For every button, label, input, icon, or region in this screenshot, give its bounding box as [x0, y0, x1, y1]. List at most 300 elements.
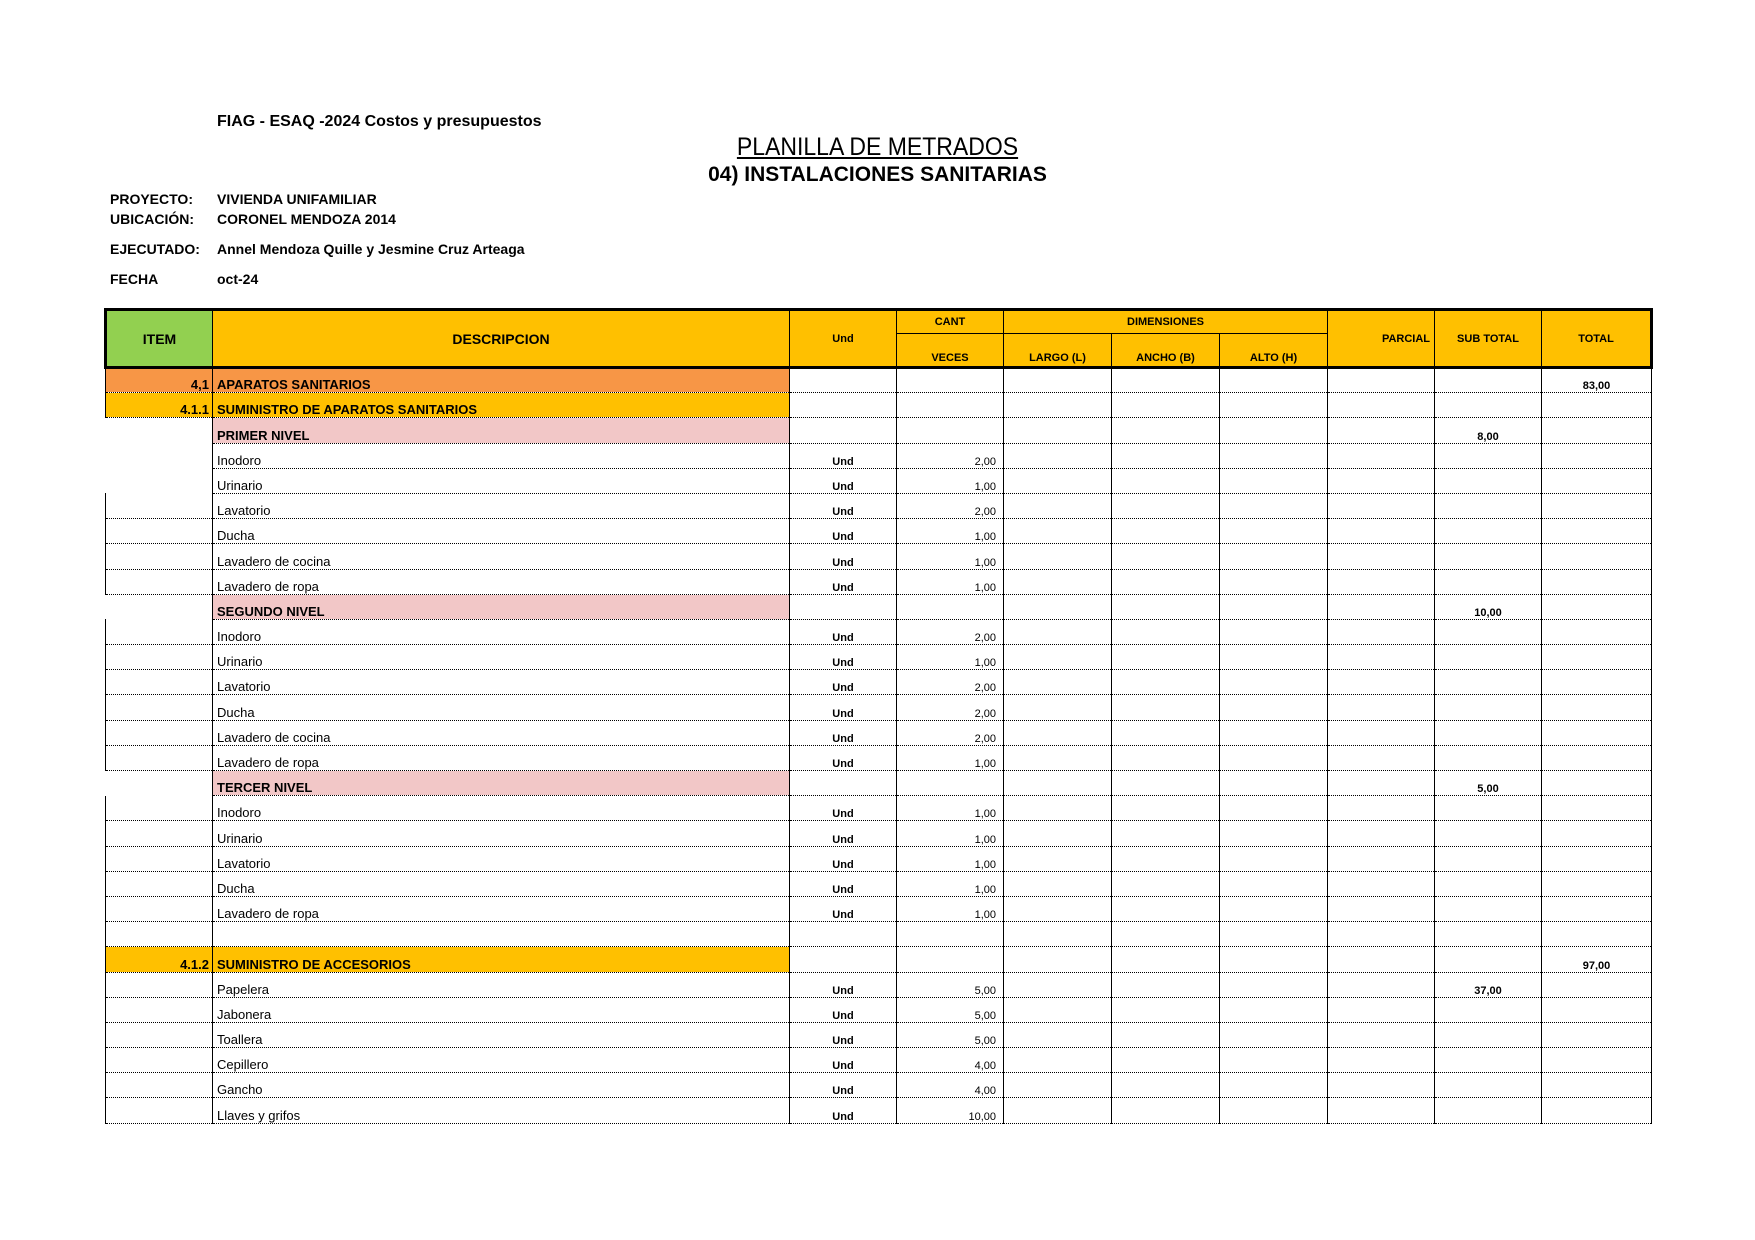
- cell-total: [1542, 443, 1652, 468]
- cell-item: 4.1.1: [106, 393, 213, 418]
- cell-descripcion: Lavatorio: [213, 846, 790, 871]
- cell-descripcion: Lavadero de ropa: [213, 569, 790, 594]
- cell-und: Und: [790, 1098, 897, 1123]
- cell-total: [1542, 771, 1652, 796]
- cell-parcial: [1328, 393, 1435, 418]
- cell-total: [1542, 493, 1652, 518]
- cell-parcial: [1328, 619, 1435, 644]
- cell-largo: [1004, 896, 1112, 921]
- fecha-value: oct-24: [217, 271, 259, 287]
- cell-largo: [1004, 418, 1112, 443]
- cell-veces: 2,00: [897, 670, 1004, 695]
- cell-und: Und: [790, 896, 897, 921]
- header-largo: LARGO (L): [1004, 334, 1112, 368]
- cell-und: Und: [790, 1073, 897, 1098]
- cell-subtotal: 37,00: [1435, 972, 1542, 997]
- cell-subtotal: [1435, 468, 1542, 493]
- table-row: [106, 493, 1652, 518]
- cell-ancho: [1112, 947, 1220, 972]
- cell-alto: [1220, 544, 1328, 569]
- cell-total: 83,00: [1542, 368, 1652, 393]
- cell-und: Und: [790, 468, 897, 493]
- cell-ancho: [1112, 619, 1220, 644]
- page-title: PLANILLA DE METRADOS: [736, 133, 1019, 161]
- cell-und: [790, 594, 897, 619]
- cell-descripcion: Urinario: [213, 821, 790, 846]
- cell-subtotal: 5,00: [1435, 771, 1542, 796]
- cell-ancho: [1112, 670, 1220, 695]
- cell-descripcion: Ducha: [213, 519, 790, 544]
- table-row: [106, 771, 1652, 796]
- cell-alto: [1220, 443, 1328, 468]
- table-row: [106, 846, 1652, 871]
- table-row: [106, 1048, 1652, 1073]
- cell-veces: [897, 922, 1004, 947]
- cell-und: Und: [790, 695, 897, 720]
- cell-descripcion: Cepillero: [213, 1048, 790, 1073]
- cell-subtotal: [1435, 821, 1542, 846]
- cell-und: Und: [790, 972, 897, 997]
- cell-largo: [1004, 695, 1112, 720]
- cell-und: Und: [790, 1022, 897, 1047]
- cell-largo: [1004, 1073, 1112, 1098]
- cell-und: Und: [790, 519, 897, 544]
- table-row: [106, 972, 1652, 997]
- cell-alto: [1220, 846, 1328, 871]
- cell-parcial: [1328, 670, 1435, 695]
- cell-item: [106, 594, 213, 619]
- cell-und: Und: [790, 1048, 897, 1073]
- cell-veces: [897, 393, 1004, 418]
- cell-item: 4,1: [106, 368, 213, 393]
- cell-alto: [1220, 594, 1328, 619]
- cell-parcial: [1328, 468, 1435, 493]
- cell-largo: [1004, 997, 1112, 1022]
- cell-ancho: [1112, 569, 1220, 594]
- cell-descripcion: Ducha: [213, 871, 790, 896]
- table-row: [106, 896, 1652, 921]
- course-title: FIAG - ESAQ -2024 Costos y presupuestos: [217, 113, 542, 130]
- cell-largo: [1004, 871, 1112, 896]
- cell-total: [1542, 720, 1652, 745]
- header-total: TOTAL: [1542, 310, 1652, 368]
- cell-alto: [1220, 368, 1328, 393]
- cell-item: [106, 418, 213, 443]
- cell-alto: [1220, 393, 1328, 418]
- table-row: [106, 947, 1652, 972]
- cell-total: [1542, 1098, 1652, 1123]
- cell-alto: [1220, 1073, 1328, 1098]
- cell-ancho: [1112, 645, 1220, 670]
- cell-subtotal: [1435, 368, 1542, 393]
- cell-descripcion: Gancho: [213, 1073, 790, 1098]
- cell-largo: [1004, 670, 1112, 695]
- cell-ancho: [1112, 519, 1220, 544]
- ejecutado-label: EJECUTADO:: [110, 241, 200, 257]
- cell-largo: [1004, 745, 1112, 770]
- cell-parcial: [1328, 771, 1435, 796]
- cell-alto: [1220, 947, 1328, 972]
- cell-total: [1542, 594, 1652, 619]
- cell-total: [1542, 670, 1652, 695]
- cell-parcial: [1328, 519, 1435, 544]
- table-row: [106, 569, 1652, 594]
- table-row: [106, 418, 1652, 443]
- cell-descripcion: TERCER NIVEL: [213, 771, 790, 796]
- cell-parcial: [1328, 947, 1435, 972]
- cell-largo: [1004, 493, 1112, 518]
- cell-und: Und: [790, 720, 897, 745]
- cell-total: [1542, 1022, 1652, 1047]
- cell-alto: [1220, 1048, 1328, 1073]
- cell-largo: [1004, 544, 1112, 569]
- cell-largo: [1004, 519, 1112, 544]
- cell-total: [1542, 997, 1652, 1022]
- cell-parcial: [1328, 745, 1435, 770]
- cell-parcial: [1328, 645, 1435, 670]
- table-row: [106, 1098, 1652, 1123]
- ubicacion-value: CORONEL MENDOZA 2014: [217, 211, 396, 227]
- cell-ancho: [1112, 594, 1220, 619]
- cell-veces: 4,00: [897, 1073, 1004, 1098]
- cell-largo: [1004, 594, 1112, 619]
- cell-total: [1542, 619, 1652, 644]
- cell-parcial: [1328, 443, 1435, 468]
- cell-item: [106, 1022, 213, 1047]
- cell-subtotal: [1435, 796, 1542, 821]
- table-row: [106, 871, 1652, 896]
- cell-alto: [1220, 645, 1328, 670]
- cell-descripcion: Lavadero de cocina: [213, 544, 790, 569]
- cell-subtotal: [1435, 695, 1542, 720]
- table-row: [106, 645, 1652, 670]
- cell-item: [106, 745, 213, 770]
- cell-total: [1542, 745, 1652, 770]
- cell-descripcion: Lavadero de ropa: [213, 896, 790, 921]
- cell-veces: 2,00: [897, 695, 1004, 720]
- cell-veces: 2,00: [897, 443, 1004, 468]
- cell-alto: [1220, 569, 1328, 594]
- cell-subtotal: [1435, 1022, 1542, 1047]
- ubicacion-label: UBICACIÓN:: [110, 211, 194, 227]
- cell-item: [106, 896, 213, 921]
- cell-alto: [1220, 519, 1328, 544]
- cell-veces: 1,00: [897, 846, 1004, 871]
- cell-subtotal: [1435, 745, 1542, 770]
- cell-subtotal: [1435, 443, 1542, 468]
- cell-parcial: [1328, 997, 1435, 1022]
- cell-ancho: [1112, 1073, 1220, 1098]
- header-subtotal: SUB TOTAL: [1435, 310, 1542, 368]
- cell-descripcion: SUMINISTRO DE APARATOS SANITARIOS: [213, 393, 790, 418]
- cell-largo: [1004, 846, 1112, 871]
- cell-subtotal: [1435, 871, 1542, 896]
- cell-und: [790, 922, 897, 947]
- table-row: [106, 670, 1652, 695]
- cell-subtotal: [1435, 619, 1542, 644]
- cell-und: Und: [790, 670, 897, 695]
- cell-descripcion: Urinario: [213, 645, 790, 670]
- cell-descripcion: Inodoro: [213, 619, 790, 644]
- header-item: ITEM: [106, 310, 213, 368]
- cell-total: [1542, 544, 1652, 569]
- cell-subtotal: [1435, 493, 1542, 518]
- cell-descripcion: APARATOS SANITARIOS: [213, 368, 790, 393]
- cell-total: [1542, 922, 1652, 947]
- cell-subtotal: [1435, 720, 1542, 745]
- cell-descripcion: Lavadero de cocina: [213, 720, 790, 745]
- cell-largo: [1004, 468, 1112, 493]
- cell-total: [1542, 796, 1652, 821]
- table-row: [106, 619, 1652, 644]
- cell-total: [1542, 645, 1652, 670]
- cell-alto: [1220, 670, 1328, 695]
- cell-ancho: [1112, 493, 1220, 518]
- cell-item: [106, 493, 213, 518]
- cell-parcial: [1328, 972, 1435, 997]
- cell-und: Und: [790, 645, 897, 670]
- cell-veces: [897, 368, 1004, 393]
- header-parcial: PARCIAL: [1328, 310, 1435, 368]
- cell-veces: [897, 771, 1004, 796]
- cell-largo: [1004, 1048, 1112, 1073]
- cell-parcial: [1328, 896, 1435, 921]
- header-descripcion: DESCRIPCION: [213, 310, 790, 368]
- cell-total: [1542, 871, 1652, 896]
- cell-veces: 10,00: [897, 1098, 1004, 1123]
- cell-ancho: [1112, 393, 1220, 418]
- cell-descripcion: Urinario: [213, 468, 790, 493]
- cell-total: [1542, 972, 1652, 997]
- table-row: [106, 443, 1652, 468]
- cell-veces: 5,00: [897, 997, 1004, 1022]
- cell-und: Und: [790, 997, 897, 1022]
- cell-veces: 5,00: [897, 1022, 1004, 1047]
- header-alto: ALTO (H): [1220, 334, 1328, 368]
- fecha-label: FECHA: [110, 271, 159, 287]
- cell-largo: [1004, 821, 1112, 846]
- cell-und: Und: [790, 619, 897, 644]
- cell-alto: [1220, 997, 1328, 1022]
- cell-item: [106, 619, 213, 644]
- cell-alto: [1220, 871, 1328, 896]
- table-row: [106, 1073, 1652, 1098]
- cell-descripcion: Ducha: [213, 695, 790, 720]
- cell-parcial: [1328, 695, 1435, 720]
- table-body: [106, 368, 1652, 1124]
- table-row: [106, 594, 1652, 619]
- cell-descripcion: Lavatorio: [213, 670, 790, 695]
- cell-veces: 1,00: [897, 896, 1004, 921]
- cell-largo: [1004, 393, 1112, 418]
- cell-und: [790, 771, 897, 796]
- cell-veces: 1,00: [897, 468, 1004, 493]
- cell-item: [106, 468, 213, 493]
- cell-total: [1542, 1073, 1652, 1098]
- cell-largo: [1004, 619, 1112, 644]
- cell-subtotal: [1435, 997, 1542, 1022]
- cell-und: Und: [790, 569, 897, 594]
- cell-item: [106, 846, 213, 871]
- cell-item: [106, 871, 213, 896]
- cell-alto: [1220, 821, 1328, 846]
- cell-subtotal: [1435, 393, 1542, 418]
- cell-alto: [1220, 745, 1328, 770]
- cell-ancho: [1112, 796, 1220, 821]
- cell-und: [790, 393, 897, 418]
- cell-und: Und: [790, 796, 897, 821]
- cell-alto: [1220, 468, 1328, 493]
- cell-item: [106, 544, 213, 569]
- cell-und: Und: [790, 846, 897, 871]
- cell-descripcion: SUMINISTRO DE ACCESORIOS: [213, 947, 790, 972]
- table-row: [106, 821, 1652, 846]
- table-row: [106, 720, 1652, 745]
- cell-descripcion: Lavadero de ropa: [213, 745, 790, 770]
- cell-descripcion: Inodoro: [213, 796, 790, 821]
- cell-total: [1542, 695, 1652, 720]
- cell-total: [1542, 846, 1652, 871]
- cell-veces: 2,00: [897, 619, 1004, 644]
- cell-alto: [1220, 972, 1328, 997]
- cell-largo: [1004, 368, 1112, 393]
- cell-subtotal: [1435, 1048, 1542, 1073]
- cell-subtotal: [1435, 896, 1542, 921]
- cell-subtotal: [1435, 544, 1542, 569]
- cell-total: [1542, 393, 1652, 418]
- cell-ancho: [1112, 997, 1220, 1022]
- cell-subtotal: [1435, 947, 1542, 972]
- header-ancho: ANCHO (B): [1112, 334, 1220, 368]
- cell-parcial: [1328, 594, 1435, 619]
- cell-item: [106, 1098, 213, 1123]
- cell-subtotal: [1435, 569, 1542, 594]
- cell-ancho: [1112, 418, 1220, 443]
- cell-parcial: [1328, 846, 1435, 871]
- cell-veces: 5,00: [897, 972, 1004, 997]
- cell-parcial: [1328, 871, 1435, 896]
- cell-ancho: [1112, 745, 1220, 770]
- cell-descripcion: PRIMER NIVEL: [213, 418, 790, 443]
- cell-item: [106, 569, 213, 594]
- cell-parcial: [1328, 418, 1435, 443]
- cell-veces: 1,00: [897, 569, 1004, 594]
- cell-total: [1542, 569, 1652, 594]
- cell-largo: [1004, 972, 1112, 997]
- cell-veces: 1,00: [897, 745, 1004, 770]
- cell-alto: [1220, 619, 1328, 644]
- cell-subtotal: [1435, 519, 1542, 544]
- cell-descripcion: [213, 922, 790, 947]
- cell-alto: [1220, 771, 1328, 796]
- cell-total: 97,00: [1542, 947, 1652, 972]
- cell-largo: [1004, 771, 1112, 796]
- cell-ancho: [1112, 871, 1220, 896]
- cell-parcial: [1328, 922, 1435, 947]
- cell-ancho: [1112, 896, 1220, 921]
- cell-und: [790, 418, 897, 443]
- metrados-table: [104, 308, 1653, 1124]
- cell-ancho: [1112, 468, 1220, 493]
- table-row: [106, 544, 1652, 569]
- cell-item: [106, 997, 213, 1022]
- cell-largo: [1004, 922, 1112, 947]
- cell-alto: [1220, 720, 1328, 745]
- cell-total: [1542, 821, 1652, 846]
- cell-largo: [1004, 645, 1112, 670]
- cell-item: [106, 1048, 213, 1073]
- cell-veces: 4,00: [897, 1048, 1004, 1073]
- cell-total: [1542, 468, 1652, 493]
- table-row: [106, 997, 1652, 1022]
- cell-largo: [1004, 1022, 1112, 1047]
- cell-alto: [1220, 695, 1328, 720]
- cell-und: [790, 368, 897, 393]
- cell-largo: [1004, 947, 1112, 972]
- cell-ancho: [1112, 1022, 1220, 1047]
- cell-descripcion: Inodoro: [213, 443, 790, 468]
- cell-parcial: [1328, 1048, 1435, 1073]
- cell-parcial: [1328, 569, 1435, 594]
- cell-und: Und: [790, 443, 897, 468]
- cell-veces: 1,00: [897, 796, 1004, 821]
- cell-alto: [1220, 1098, 1328, 1123]
- cell-ancho: [1112, 922, 1220, 947]
- cell-total: [1542, 896, 1652, 921]
- cell-veces: 1,00: [897, 544, 1004, 569]
- cell-total: [1542, 418, 1652, 443]
- table-row: [106, 922, 1652, 947]
- cell-largo: [1004, 569, 1112, 594]
- cell-item: [106, 1073, 213, 1098]
- cell-subtotal: [1435, 645, 1542, 670]
- cell-alto: [1220, 796, 1328, 821]
- cell-alto: [1220, 1022, 1328, 1047]
- header-veces: VECES: [897, 334, 1004, 368]
- cell-ancho: [1112, 695, 1220, 720]
- cell-veces: 2,00: [897, 720, 1004, 745]
- table-row: [106, 1022, 1652, 1047]
- cell-alto: [1220, 493, 1328, 518]
- cell-und: Und: [790, 745, 897, 770]
- cell-parcial: [1328, 368, 1435, 393]
- cell-item: [106, 645, 213, 670]
- cell-subtotal: [1435, 846, 1542, 871]
- cell-alto: [1220, 922, 1328, 947]
- ejecutado-value: Annel Mendoza Quille y Jesmine Cruz Arteaga: [217, 241, 525, 257]
- cell-veces: 1,00: [897, 645, 1004, 670]
- cell-largo: [1004, 443, 1112, 468]
- cell-veces: [897, 947, 1004, 972]
- cell-total: [1542, 1048, 1652, 1073]
- cell-veces: 2,00: [897, 493, 1004, 518]
- proyecto-label: PROYECTO:: [110, 191, 193, 207]
- cell-ancho: [1112, 821, 1220, 846]
- cell-parcial: [1328, 796, 1435, 821]
- cell-parcial: [1328, 493, 1435, 518]
- cell-und: [790, 947, 897, 972]
- cell-subtotal: [1435, 922, 1542, 947]
- cell-ancho: [1112, 846, 1220, 871]
- cell-und: Und: [790, 544, 897, 569]
- cell-descripcion: Llaves y grifos: [213, 1098, 790, 1123]
- cell-descripcion: Lavatorio: [213, 493, 790, 518]
- cell-total: [1542, 519, 1652, 544]
- table-row: [106, 695, 1652, 720]
- cell-descripcion: Toallera: [213, 1022, 790, 1047]
- table-row: [106, 745, 1652, 770]
- cell-item: [106, 443, 213, 468]
